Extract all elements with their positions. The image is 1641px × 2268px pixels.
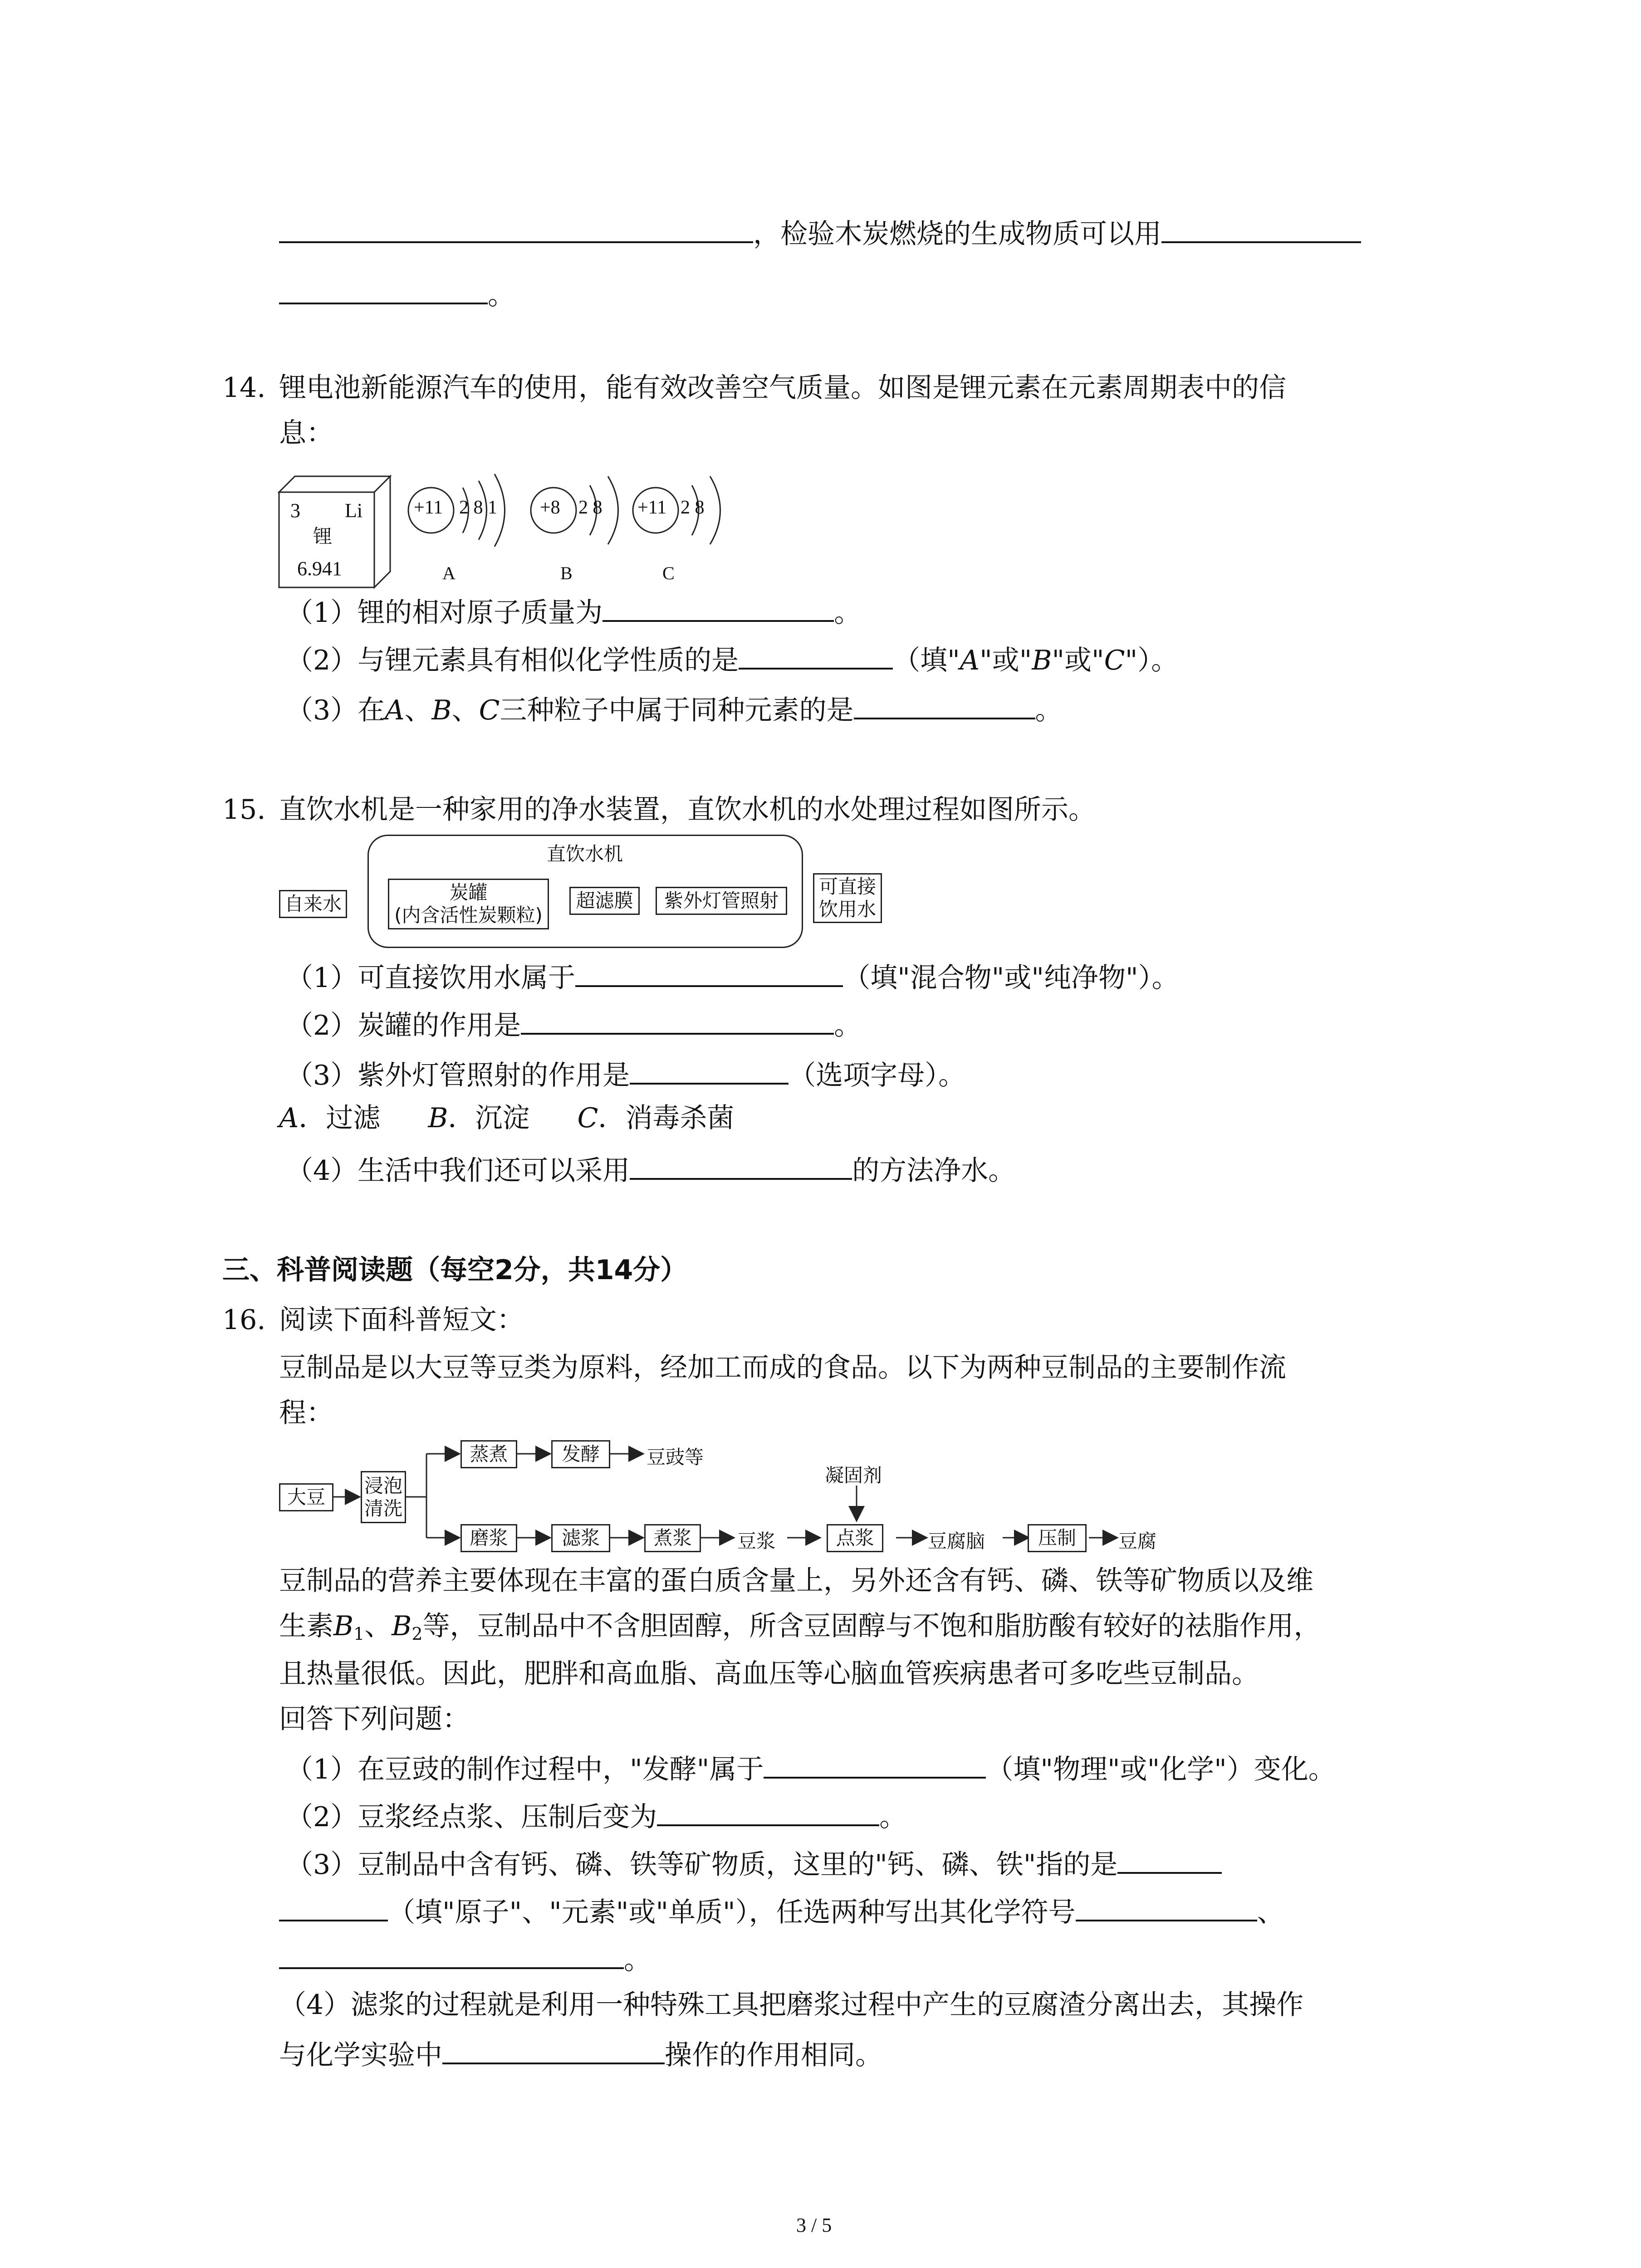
q16-sub3-line3: 。 [279,1939,651,1978]
particle-c-nucleus: +11 [637,497,667,518]
q15-stem: 直饮水机是一种家用的净水装置，直饮水机的水处理过程如图所示。 [279,794,1096,826]
q13-continuation-line2: 。 [279,274,515,313]
q14-sub1: （1）锂的相对原子质量为 。 [286,592,861,631]
answer-blank[interactable] [279,274,488,304]
answer-blank[interactable] [739,640,893,670]
answer-blank[interactable] [1076,1892,1257,1921]
particle-b-label: B [560,563,573,583]
flow-press-box: 压制 [1028,1524,1087,1552]
q16-sub1: （1）在豆豉的制作过程中，"发酵"属于 （填"物理"或"化学"）变化。 [286,1749,1336,1788]
q16-answer-intro: 回答下列问题： [279,1703,470,1735]
q13-continuation-line1: ，检验木炭燃烧的生成物质可以用 [279,213,1361,252]
answer-blank[interactable] [764,1749,986,1779]
option-b-text: ．沉淀 [448,1102,530,1134]
cell-atomic-number: 3 [290,499,300,522]
flow-douchi-label: 豆豉等 [647,1446,704,1468]
answer-blank[interactable] [279,1939,624,1969]
q15-sub2: （2）炭罐的作用是 。 [286,1005,861,1044]
tap-water-box: 自来水 [279,890,347,918]
particle-b-shells: 2 8 [578,497,603,518]
q16-p2-line1: 豆制品的营养主要体现在丰富的蛋白质含量上，另外还含有钙、磷、铁等矿物质以及维 [279,1565,1313,1597]
q16-p2-line3: 且热量很低。因此，肥胖和高血脂、高血压等心脑血管疾病患者可多吃些豆制品。 [279,1658,1259,1690]
option-c-letter: C [577,1102,598,1134]
particle-c-shells: 2 8 [681,497,705,518]
uv-lamp-box: 紫外灯管照射 [656,887,787,915]
particle-b-nucleus: +8 [540,497,560,518]
answer-blank[interactable] [603,592,834,622]
answer-blank[interactable] [279,1892,388,1921]
answer-blank[interactable] [279,213,753,243]
ultrafiltration-box: 超滤膜 [569,887,640,915]
q14-sub2: （2）与锂元素具有相似化学性质的是 （填"A"或"B"或"C"）。 [286,640,1178,679]
drinkable-water-box: 可直接 饮用水 [813,873,882,923]
answer-blank[interactable] [521,1005,834,1035]
q15-sub4: （4）生活中我们还可以采用 的方法净水。 [286,1150,1015,1189]
section-3-title: 三、科普阅读题（每空2分，共14分） [222,1254,688,1286]
flow-soybean-box: 大豆 [279,1483,333,1511]
carbon-tank-box: 炭罐 (内含活性炭颗粒) [388,879,549,929]
flow-soymilk-label: 豆浆 [737,1530,776,1552]
q14-stem-line2: 息： [279,417,333,449]
particle-a-label: A [442,563,456,583]
answer-blank[interactable] [1117,1844,1222,1874]
answer-blank[interactable] [575,957,843,987]
q16-sub2: （2）豆浆经点浆、压制后变为 。 [286,1796,906,1835]
cell-atomic-mass: 6.941 [297,557,342,580]
flow-soak-wash-box: 浸泡 清洗 [361,1471,406,1523]
option-a-text: ．过滤 [299,1102,381,1134]
q15-sub1: （1）可直接饮用水属于 （填"混合物"或"纯净物"）。 [286,957,1179,996]
cell-symbol: Li [345,499,363,522]
answer-blank[interactable] [630,1150,852,1180]
q15-number: 15. [222,794,266,826]
flow-tofu-label: 豆腐 [1118,1530,1157,1552]
q16-p1-line2: 程： [279,1397,333,1429]
q16-sub3-line1: （3）豆制品中含有钙、磷、铁等矿物质，这里的"钙、磷、铁"指的是 [286,1844,1222,1883]
particle-c-label: C [662,563,675,583]
flow-boil-box: 煮浆 [644,1524,701,1552]
flow-ferment-box: 发酵 [551,1440,610,1468]
answer-blank[interactable] [1161,213,1361,243]
q14-sub3: （3）在A、B、C三种粒子中属于同种元素的是 。 [286,689,1063,728]
q16-sub4-line2: 与化学实验中 操作的作用相同。 [279,2034,882,2073]
particle-a-nucleus: +11 [414,497,443,518]
flow-point-box: 点浆 [827,1524,883,1552]
q16-sub3-line2: （填"原子"、"元素"或"单质"），任选两种写出其化学符号 、 [279,1892,1284,1931]
q16-intro: 阅读下面科普短文： [279,1304,524,1336]
q16-p2-line2: 生素$B_1$、$B_2$等，豆制品中不含胆固醇，所含豆固醇与不饱和脂肪酸有较好的祛脂作用， [279,1610,1321,1644]
q16-sub4-line1: （4）滤浆的过程就是利用一种特殊工具把磨浆过程中产生的豆腐渣分离出去，其操作 [279,1989,1304,2021]
q14-number: 14. [222,372,266,404]
flow-filter-box: 滤浆 [551,1524,610,1552]
answer-blank[interactable] [630,1055,789,1085]
cell-element-name: 锂 [313,525,333,547]
option-c-text: ．消毒杀菌 [598,1102,735,1134]
page-number: 3 / 5 [796,2214,832,2236]
q16-p1-line1: 豆制品是以大豆等豆类为原料，经加工而成的食品。以下为两种豆制品的主要制作流 [279,1352,1286,1383]
answer-blank[interactable] [657,1796,879,1826]
flow-steam-box: 蒸煮 [460,1440,517,1468]
flow-coagulant-label: 凝固剂 [825,1464,882,1486]
option-b-letter: B [428,1102,448,1134]
option-a-letter: A [279,1102,299,1134]
q15-sub3: （3）紫外灯管照射的作用是 （选项字母）。 [286,1055,965,1094]
answer-blank[interactable] [854,689,1035,719]
answer-blank[interactable] [442,2034,665,2064]
particle-a-shells: 2 8 1 [459,497,497,518]
q15-options [279,1100,734,1136]
q16-number: 16. [222,1304,266,1336]
water-machine-title: 直饮水机 [547,843,623,865]
flow-curd-label: 豆腐脑 [928,1530,985,1552]
q14-stem-line1: 锂电池新能源汽车的使用，能有效改善空气质量。如图是锂元素在元素周期表中的信 [279,372,1286,404]
flow-grind-box: 磨浆 [460,1524,517,1552]
